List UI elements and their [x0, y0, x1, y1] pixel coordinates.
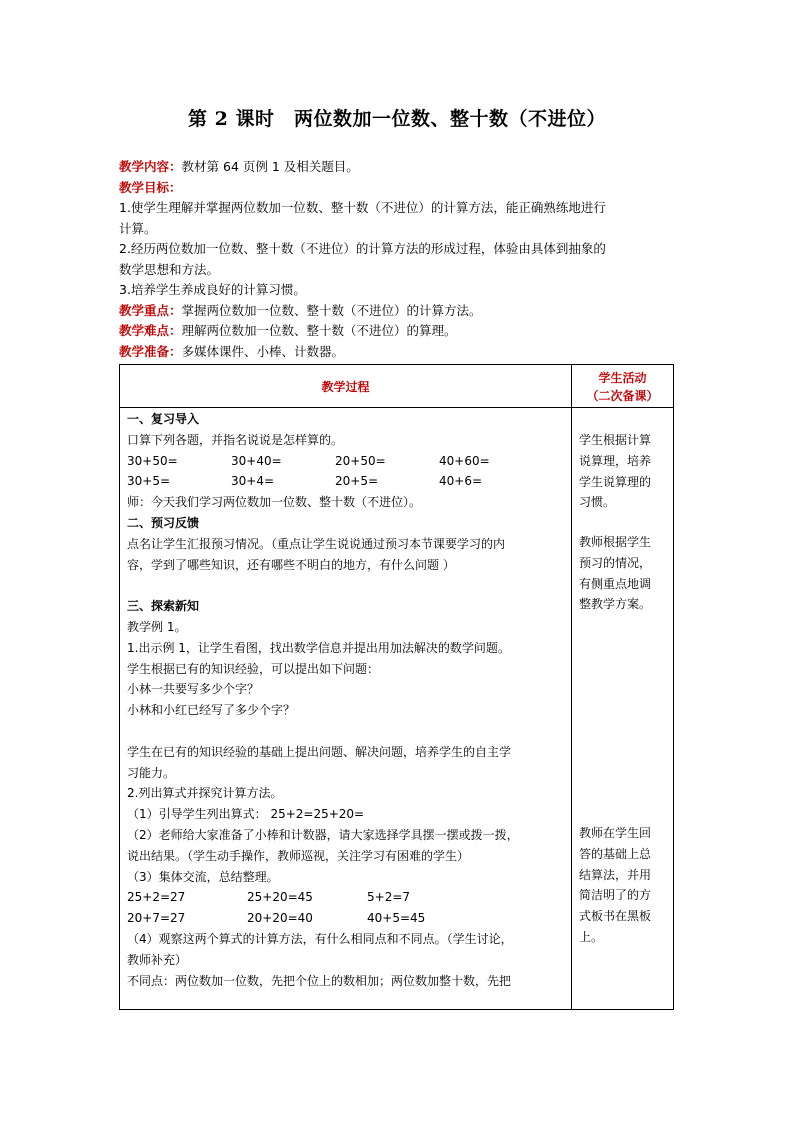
note-line: 学生根据计算 — [579, 433, 652, 447]
oral-item: 30+40= — [231, 453, 282, 468]
note-line: 式板书在黑板 — [579, 909, 652, 924]
equation: 40+5=45 — [367, 911, 426, 926]
note-line: 答的基础上总 — [579, 846, 652, 861]
teacher-intro: 师：今天我们学习两位数加一位数、整十数（不进位）。 — [127, 495, 422, 510]
key-label: 教学重点： — [119, 302, 182, 318]
header-divider — [120, 407, 673, 408]
page-title: 第 2 课时 两位数加一位数、整十数（不进位） — [188, 108, 606, 130]
lesson-table — [119, 364, 674, 1010]
oral-row-2 — [127, 471, 567, 492]
prep-line — [119, 342, 679, 363]
goals-label: 教学目标： — [119, 179, 182, 195]
note-line: 上。 — [579, 929, 604, 944]
explore-line-5: 小林和小红已经写了多少个字？ — [127, 703, 296, 718]
header-activity-line-1: 学生活动 — [598, 371, 647, 385]
explore-line-15: 不同点：两位数加一位数，先把个位上的数相加；两位数加整十数，先把 — [127, 973, 512, 988]
explore-line-12: （3）集体交流，总结整理。 — [127, 869, 279, 884]
explore-line-1: 教学例 1。 — [127, 619, 187, 634]
note-line: 教师在学生回 — [579, 826, 652, 840]
explore-line-3: 学生根据已有的知识经验，可以提出如下问题： — [127, 661, 380, 676]
note-line: 结算法，并用 — [579, 867, 652, 882]
note-line: 整教学方案。 — [579, 597, 652, 612]
difficult-label: 教学难点： — [119, 323, 182, 338]
equation: 20+7=27 — [127, 911, 186, 926]
note-line: 习惯。 — [579, 495, 616, 510]
oral-item: 20+50= — [335, 453, 386, 468]
header-activity — [572, 369, 673, 405]
explore-line-14: 教师补充） — [127, 952, 188, 967]
equation: 5+2=7 — [367, 890, 411, 905]
goal-2-line-1: 2.经历两位数加一位数、整十数（不进位）的计算方法的形成过程，体验由具体到抽象的 — [119, 241, 606, 256]
oral-row-1 — [127, 451, 567, 472]
column-divider — [571, 365, 572, 1009]
activity-note-3 — [579, 823, 671, 948]
equation: 20+20=40 — [247, 911, 313, 926]
header-process: 教学过程 — [321, 379, 370, 394]
preview-line-2: 容，学到了哪些知识，还有哪些不明白的地方，有什么问题 ） — [127, 557, 455, 572]
review-instruction: 口算下列各题，并指名说说是怎样算的。 — [127, 432, 344, 447]
note-line: 学生说算理的 — [579, 474, 652, 489]
note-line: 有侧重点地调 — [579, 576, 652, 591]
section-preview-title: 二、预习反馈 — [127, 515, 200, 530]
explore-line-10: （2）老师给大家准备了小棒和计数器，请大家选择学具摆一摆或拨一拨， — [127, 827, 519, 842]
equation: 25+20=45 — [247, 890, 313, 905]
content-text: 教材第 64 页例 1 及相关题目。 — [181, 159, 359, 174]
note-line: 说算理，培养 — [579, 453, 652, 468]
explore-line-11: 说出结果。（学生动手操作，教师巡视，关注学习有困难的学生） — [127, 848, 470, 863]
explore-line-13: （4）观察这两个算式的计算方法，有什么相同点和不同点。（学生讨论， — [127, 931, 513, 946]
explore-line-4: 小林一共要写多少个字？ — [127, 682, 260, 697]
note-line: 教师根据学生 — [579, 535, 652, 549]
explore-line-6: 学生在已有的知识经验的基础上提出问题、解决问题，培养学生的自主学 — [127, 744, 512, 759]
key-text: 掌握两位数加一位数、整十数（不进位）的计算方法。 — [181, 302, 482, 318]
difficult-text: 理解两位数加一位数、整十数（不进位）的算理。 — [181, 323, 457, 338]
note-line: 预习的情况， — [579, 555, 652, 570]
equation-row-1 — [127, 887, 567, 908]
content-line — [119, 157, 679, 178]
goal-1-line-2: 计算。 — [119, 220, 157, 236]
section-review-title: 一、复习导入 — [127, 412, 200, 426]
goals-label-line — [119, 178, 679, 199]
goal-2-line-2: 数学思想和方法。 — [119, 261, 220, 277]
goal-3: 3.培养学生养成良好的计算习惯。 — [119, 282, 306, 297]
prep-label: 教学准备： — [119, 343, 182, 359]
equation-row-2 — [127, 908, 567, 929]
activity-note-2 — [579, 532, 671, 615]
lesson-meta — [119, 157, 679, 362]
note-line: 简洁明了的方 — [579, 888, 652, 903]
oral-item: 40+60= — [439, 453, 490, 468]
prep-text: 多媒体课件、小棒、计数器。 — [181, 343, 345, 359]
key-line — [119, 301, 679, 322]
section-explore-title: 三、探索新知 — [127, 599, 200, 614]
oral-item: 30+4= — [231, 474, 275, 489]
process-column — [127, 409, 567, 991]
oral-item: 30+50= — [127, 453, 178, 468]
content-label: 教学内容： — [119, 159, 182, 174]
oral-item: 40+6= — [439, 474, 483, 489]
activity-note-1 — [579, 430, 671, 513]
oral-item: 20+5= — [335, 474, 379, 489]
oral-item: 30+5= — [127, 474, 171, 489]
explore-line-7: 习能力。 — [127, 765, 176, 780]
explore-line-9: （1）引导学生列出算式： 25+2=25+20= — [127, 807, 365, 822]
header-activity-line-2: （二次备课） — [586, 389, 659, 403]
goal-1-line-1: 1.使学生理解并掌握两位数加一位数、整十数（不进位）的计算方法，能正确熟练地进行 — [119, 200, 606, 215]
preview-line-1: 点名让学生汇报预习情况。（重点让学生说说通过预习本节课要学习的内 — [127, 536, 506, 551]
equation: 25+2=27 — [127, 890, 186, 905]
explore-line-2: 1.出示例 1，让学生看图，找出数学信息并提出用加法解决的数学问题。 — [127, 640, 510, 655]
explore-line-8: 2.列出算式并探究计算方法。 — [127, 786, 283, 801]
difficult-line — [119, 321, 679, 342]
